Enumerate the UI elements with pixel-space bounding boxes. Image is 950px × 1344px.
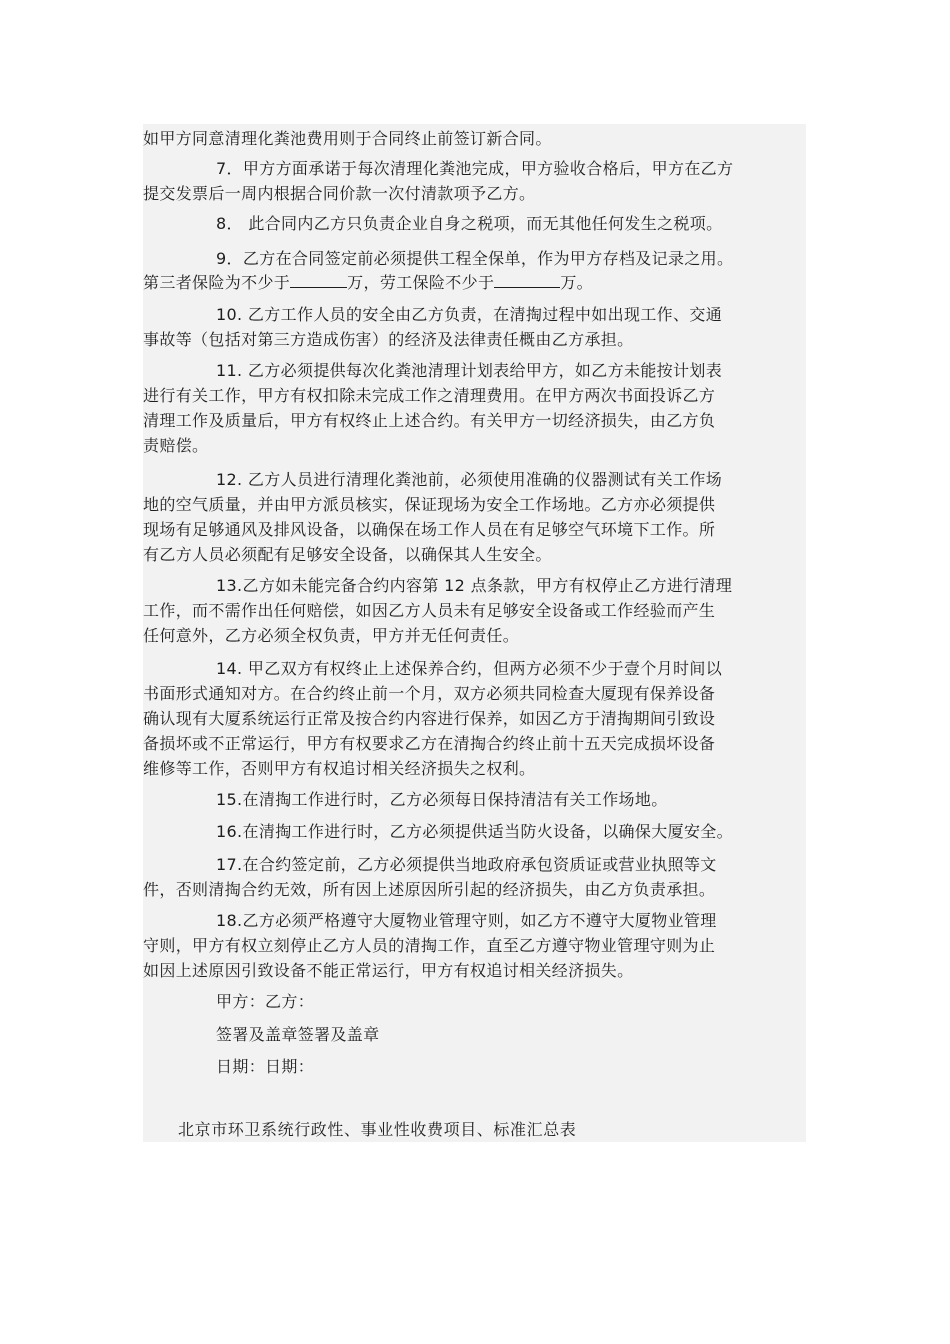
clause-14-line-5: 维修等工作，否则甲方有权追讨相关经济损失之权利。	[143, 759, 536, 778]
clause-18-line-2: 守则，甲方有权立刻停止乙方人员的清掏工作，直至乙方遵守物业管理守则为止	[143, 936, 716, 955]
paragraph-line: 如甲方同意清理化粪池费用则于合同终止前签订新合同。	[143, 129, 552, 148]
clause-17-line-2: 件，否则清掏合约无效，所有因上述原因所引起的经济损失，由乙方负责承担。	[143, 880, 716, 899]
clause-14-line-1: 14. 甲乙双方有权终止上述保养合约，但两方必须不少于壹个月时间以	[216, 659, 723, 678]
clause-14-line-3: 确认现有大厦系统运行正常及按合约内容进行保养，如因乙方于清掏期间引致设	[143, 709, 716, 728]
clause-18-line-1: 18.乙方必须严格遵守大厦物业管理守则，如乙方不遵守大厦物业管理	[216, 911, 717, 930]
clause-12-line-3: 现场有足够通风及排风设备，以确保在场工作人员在有足够空气环境下工作。所	[143, 520, 716, 539]
clause-12-line-4: 有乙方人员必须配有足够安全设备，以确保其人生安全。	[143, 545, 552, 564]
contract-text-block	[143, 124, 806, 1142]
clause-7-line-2: 提交发票后一周内根据合同价款一次付清款项予乙方。	[143, 184, 536, 203]
signature-date: 日期：日期：	[216, 1057, 315, 1076]
clause-9-text-b: 万，劳工保险不少于	[347, 273, 495, 292]
clause-9-line-2	[143, 272, 806, 294]
clause-10-line-1: 10. 乙方工作人员的安全由乙方负责，在清掏过程中如出现工作、交通	[216, 305, 723, 324]
clause-16-line-1: 16.在清掏工作进行时，乙方必须提供适当防火设备，以确保大厦安全。	[216, 822, 733, 841]
clause-14-line-2: 书面形式通知对方。在合约终止前一个月，双方必须共同检查大厦现有保养设备	[143, 684, 716, 703]
clause-11-line-4: 责赔偿。	[143, 436, 209, 455]
clause-7-line-1: 7．甲方方面承诺于每次清理化粪池完成，甲方验收合格后，甲方在乙方	[216, 159, 734, 178]
clause-17-line-1: 17.在合约签定前，乙方必须提供当地政府承包资质证或营业执照等文	[216, 855, 717, 874]
clause-11-line-3: 清理工作及质量后，甲方有权终止上述合约。有关甲方一切经济损失，由乙方负	[143, 411, 716, 430]
clause-11-line-2: 进行有关工作，甲方有权扣除未完成工作之清理费用。在甲方两次书面投诉乙方	[143, 386, 716, 405]
next-section-title: 北京市环卫系统行政性、事业性收费项目、标准汇总表	[178, 1120, 577, 1139]
labor-insurance-blank	[494, 272, 560, 288]
clause-8-line-1: 8． 此合同内乙方只负责企业自身之税项，而无其他任何发生之税项。	[216, 214, 723, 233]
clause-9-text-a: 第三者保险为不少于	[143, 273, 291, 292]
clause-13-line-1: 13.乙方如未能完备合约内容第 12 点条款，甲方有权停止乙方进行清理	[216, 576, 733, 595]
clause-10-line-2: 事故等（包括对第三方造成伤害）的经济及法律责任概由乙方承担。	[143, 330, 634, 349]
insurance-amount-blank	[290, 272, 347, 288]
clause-9-text-c: 万。	[560, 273, 594, 292]
clause-12-line-1: 12. 乙方人员进行清理化粪池前，必须使用准确的仪器测试有关工作场	[216, 470, 723, 489]
clause-9-line-1: 9．乙方在合同签定前必须提供工程全保单，作为甲方存档及记录之用。	[216, 249, 734, 268]
clause-13-line-3: 任何意外，乙方必须全权负责，甲方并无任何责任。	[143, 626, 520, 645]
clause-12-line-2: 地的空气质量，并由甲方派员核实，保证现场为安全工作场地。乙方亦必须提供	[143, 495, 716, 514]
signature-seal: 签署及盖章签署及盖章	[216, 1025, 380, 1044]
clause-11-line-1: 11. 乙方必须提供每次化粪池清理计划表给甲方，如乙方未能按计划表	[216, 361, 723, 380]
clause-14-line-4: 备损坏或不正常运行，甲方有权要求乙方在清掏合约终止前十五天完成损坏设备	[143, 734, 716, 753]
clause-13-line-2: 工作，而不需作出任何赔偿，如因乙方人员未有足够安全设备或工作经验而产生	[143, 601, 716, 620]
clause-18-line-3: 如因上述原因引致设备不能正常运行，甲方有权追讨相关经济损失。	[143, 961, 634, 980]
clause-15-line-1: 15.在清掏工作进行时，乙方必须每日保持清洁有关工作场地。	[216, 790, 668, 809]
signature-parties: 甲方：乙方：	[216, 992, 315, 1011]
